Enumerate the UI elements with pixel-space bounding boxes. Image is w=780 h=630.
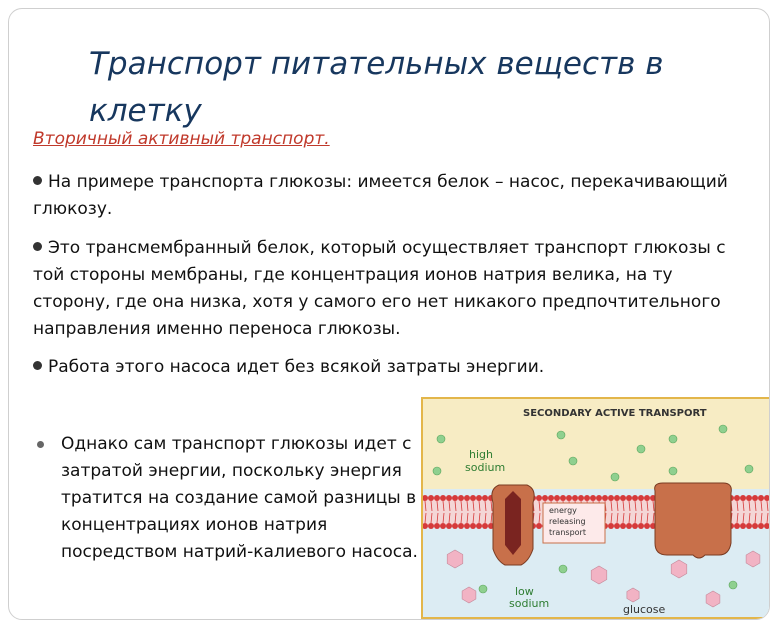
low-sodium-label-2: sodium <box>509 597 550 610</box>
lipid-head <box>746 523 752 529</box>
lipid-head <box>548 495 554 501</box>
sodium-ion <box>437 435 445 443</box>
lipid-head <box>446 523 452 529</box>
low-sodium-label-1: low <box>515 585 534 598</box>
lipid-head <box>626 495 632 501</box>
lipid-head <box>440 495 446 501</box>
bullet-4 <box>33 431 433 566</box>
lipid-head <box>536 523 542 529</box>
symporter-protein <box>492 485 534 565</box>
lipid-head <box>452 523 458 529</box>
bullet-dot-icon <box>33 242 42 251</box>
lipid-head <box>452 495 458 501</box>
lipid-head <box>470 523 476 529</box>
secondary-transport-figure <box>421 397 770 619</box>
bullet-dot-icon <box>33 361 42 370</box>
lipid-head <box>620 495 626 501</box>
lipid-head <box>644 523 650 529</box>
lipid-head <box>458 523 464 529</box>
lipid-head <box>446 495 452 501</box>
figure-heading: SECONDARY ACTIVE TRANSPORT <box>523 408 707 419</box>
glucose-label: glucose <box>623 603 666 616</box>
lipid-head <box>554 495 560 501</box>
sodium-ion <box>569 457 577 465</box>
bullet-3-text: Работа этого насоса идет без всякой затраты энергии. <box>48 357 545 377</box>
bullet-3 <box>33 354 733 381</box>
lipid-head <box>638 523 644 529</box>
lipid-head <box>734 523 740 529</box>
lipid-head <box>632 523 638 529</box>
lipid-head <box>476 495 482 501</box>
lipid-head <box>752 495 758 501</box>
bullet-dot-icon <box>37 441 44 448</box>
lipid-head <box>590 495 596 501</box>
lipid-head <box>536 495 542 501</box>
energy-label-1: energy <box>549 506 577 515</box>
lipid-head <box>608 495 614 501</box>
lipid-head <box>464 523 470 529</box>
bullet-1-text: На примере транспорта глюкозы: имеется белок – насос, перекачивающий глюкозу. <box>33 172 728 219</box>
lipid-head <box>566 495 572 501</box>
sodium-ion <box>745 465 753 473</box>
high-sodium-label-2: sodium <box>465 461 506 474</box>
lipid-head <box>434 523 440 529</box>
lipid-head <box>752 523 758 529</box>
slide <box>8 8 770 620</box>
lipid-head <box>584 495 590 501</box>
lipid-head <box>638 495 644 501</box>
lipid-head <box>602 495 608 501</box>
lipid-head <box>758 523 764 529</box>
sodium-ion <box>479 585 487 593</box>
lipid-head <box>572 495 578 501</box>
bullet-2 <box>33 235 733 343</box>
lipid-head <box>542 495 548 501</box>
sodium-ion <box>719 425 727 433</box>
lipid-head <box>614 523 620 529</box>
bullet-dot-icon <box>33 176 42 185</box>
lipid-head <box>620 523 626 529</box>
energy-label-3: transport <box>549 528 586 537</box>
slide-title: Транспорт питательных веществ в клетку <box>89 46 664 129</box>
lipid-head <box>746 495 752 501</box>
slide-subtitle: Вторичный активный транспорт. <box>33 129 330 149</box>
lipid-head <box>482 523 488 529</box>
lipid-head <box>644 495 650 501</box>
sodium-ion <box>729 581 737 589</box>
transport-diagram <box>423 399 770 617</box>
lipid-head <box>428 523 434 529</box>
sodium-ion <box>559 565 567 573</box>
lipid-head <box>764 523 770 529</box>
lipid-head <box>626 523 632 529</box>
lipid-head <box>632 495 638 501</box>
bullet-4-text: Однако сам транспорт глюкозы идет с затратой энергии, поскольку энергия тратится на создание самой разницы в концентрациях ионов натрия посредством натрий-калиевого насоса. <box>61 434 418 562</box>
lipid-head <box>596 495 602 501</box>
lipid-head <box>758 495 764 501</box>
high-sodium-label-1: high <box>469 448 493 461</box>
pump-protein <box>655 483 732 558</box>
lipid-head <box>734 495 740 501</box>
lipid-head <box>614 495 620 501</box>
lipid-head <box>560 495 566 501</box>
sodium-ion <box>557 431 565 439</box>
sodium-ion <box>669 467 677 475</box>
lipid-head <box>440 523 446 529</box>
sodium-ion <box>637 445 645 453</box>
bullet-1 <box>33 169 733 223</box>
lipid-head <box>740 495 746 501</box>
lipid-head <box>764 495 770 501</box>
lipid-head <box>476 523 482 529</box>
lipid-head <box>578 495 584 501</box>
lipid-head <box>470 495 476 501</box>
energy-label-2: releasing <box>549 517 586 526</box>
lipid-head <box>428 495 434 501</box>
lipid-head <box>434 495 440 501</box>
lipid-head <box>740 523 746 529</box>
sodium-ion <box>611 473 619 481</box>
lipid-head <box>464 495 470 501</box>
lipid-head <box>608 523 614 529</box>
sodium-ion <box>433 467 441 475</box>
bullet-2-text: Это трансмембранный белок, который осуществляет транспорт глюкозы с той стороны мембраны, где концентрация ионов натрия велика, на ту сторону, где она низка, хотя у самого его нет никакого предпочтительного направления именно переноса глюкозы. <box>33 238 726 339</box>
lipid-head <box>458 495 464 501</box>
lipid-head <box>482 495 488 501</box>
sodium-ion <box>669 435 677 443</box>
